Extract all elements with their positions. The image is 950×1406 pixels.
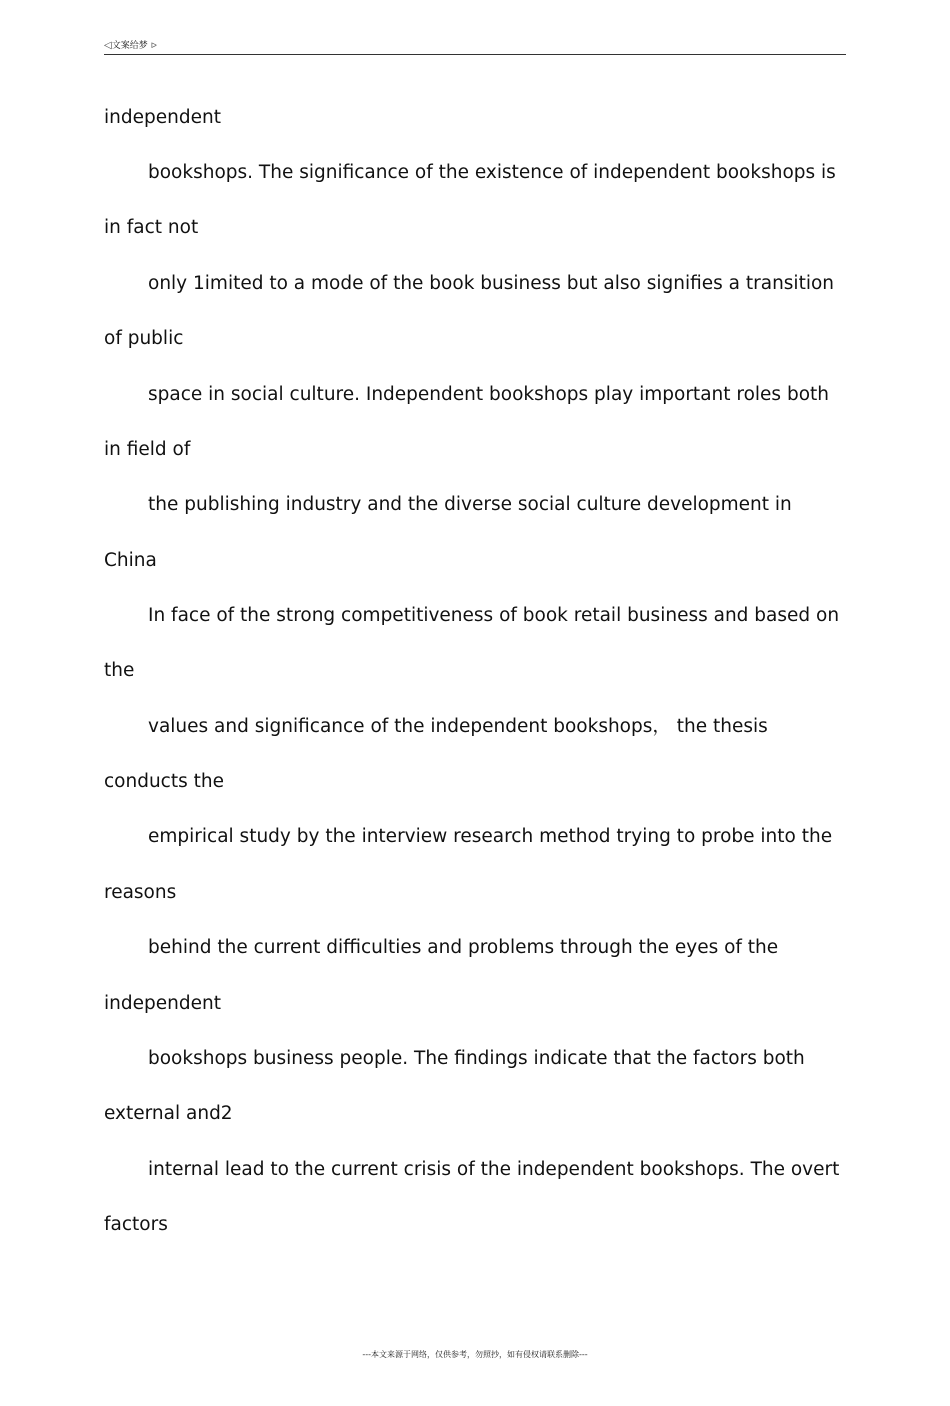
text-line: external and2: [104, 1103, 233, 1124]
text-line: In face of the strong competitiveness of book retail business and based on: [148, 605, 840, 626]
text-line: internal lead to the current crisis of the independent bookshops. The overt: [148, 1159, 840, 1180]
text-line: independent: [104, 993, 221, 1014]
text-line: China: [104, 550, 157, 571]
left-triangle-icon: ◁: [104, 40, 112, 51]
text-line: reasons: [104, 882, 177, 903]
text-line: the publishing industry and the diverse social culture development in: [148, 494, 792, 515]
page-footer: ---本文来源于网络，仅供参考，勿照抄，如有侵权请联系删除---: [362, 1350, 588, 1359]
text-line: the: [104, 660, 135, 681]
text-line: bookshops business people. The findings indicate that the factors both: [148, 1048, 805, 1069]
text-line: only 1imited to a mode of the book business but also signifies a transition: [148, 273, 835, 294]
text-line: behind the current difficulties and problems through the eyes of the: [148, 937, 779, 958]
right-triangle-icon: ᐅ: [150, 41, 157, 50]
text-line: bookshops. The significance of the existence of independent bookshops is: [148, 162, 836, 183]
text-line: independent: [104, 107, 221, 128]
text-line: in fact not: [104, 217, 199, 238]
text-line: values and significance of the independent bookshops， the thesis: [148, 716, 768, 737]
header-title: 文案给梦: [111, 41, 148, 51]
text-line: of public: [104, 328, 184, 349]
text-line: conducts the: [104, 771, 224, 792]
text-line: in field of: [104, 439, 191, 460]
text-line: space in social culture. Independent bookshops play important roles both: [148, 384, 829, 405]
text-line: empirical study by the interview research method trying to probe into the: [148, 826, 833, 847]
text-line: factors: [104, 1214, 168, 1235]
page-header: [104, 39, 846, 55]
